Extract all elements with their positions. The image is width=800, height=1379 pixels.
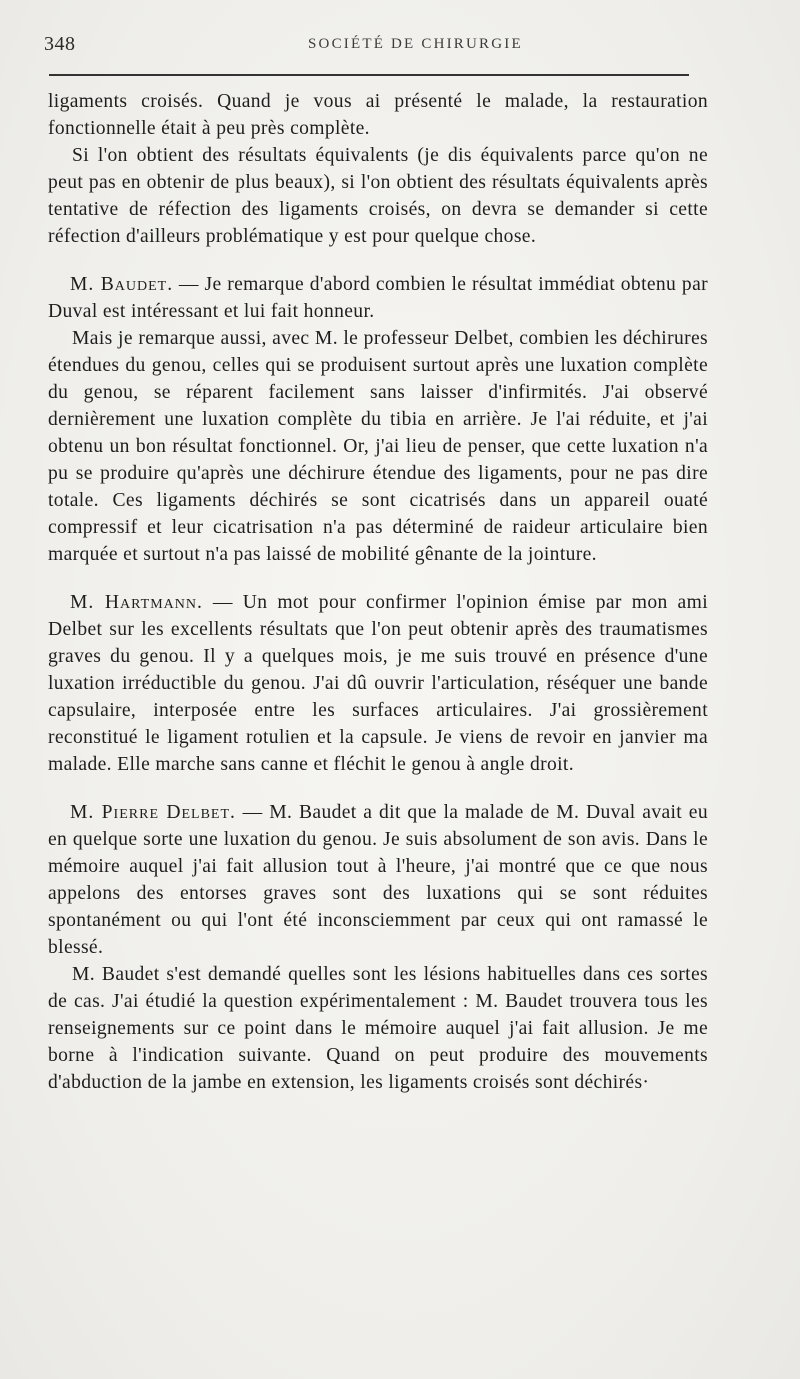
paragraph-baudet <box>48 271 708 325</box>
paragraph-text: Si l'on obtient des résultats équivalents (je dis équivalents parce qu'on ne peut pas en obtenir de plus beaux), si l'on obtient des résultats équivalents après tentative de réfection des ligaments croisés, on devra se demander si cette réfection d'ailleurs problématique y est pour quelque chose. <box>48 145 708 247</box>
page-header <box>44 30 694 60</box>
paragraph-text: — Je remarque d'abord combien le résultat immédiat obtenu par Duval est intéressant et lui fait honneur. <box>48 274 708 322</box>
page-number: 348 <box>44 33 76 55</box>
paragraph-text: — Un mot pour confirmer l'opinion émise par mon ami Delbet sur les excellents résultats que l'on peut obtenir après des traumatismes graves du genou. Il y a quelques mois, je me suis trouvé en présence d'une luxation irréductible du genou. J'ai dû ouvrir l'articulation, réséquer une bande capsulaire, interposée entre les surfaces articulaires. J'ai grossièrement reconstitué le ligament rotulien et la capsule. Je viens de revoir en janvier ma malade. Elle marche sans canne et fléchit le genou à angle droit. <box>48 592 708 775</box>
paragraph-text: M. Baudet s'est demandé quelles sont les lésions habituelles dans ces sortes de cas. J'ai étudié la question expérimentalement : M. Baudet trouvera tous les renseignements sur ce point dans le mémoire auquel j'ai fait allusion. Je me borne à l'indication suivante. Quand on peut produire des mouvements d'abduction de la jambe en extension, les ligaments croisés sont déchirés· <box>48 964 708 1093</box>
header-rule <box>49 74 689 76</box>
speaker-name: M. Hartmann. <box>70 592 203 613</box>
speaker-name: M. Baudet. <box>70 274 174 295</box>
running-title: SOCIÉTÉ DE CHIRURGIE <box>308 36 523 52</box>
paragraph-delbet-continued <box>48 961 708 1096</box>
paragraph-equivalent-results <box>48 142 708 250</box>
paragraph-pierre-delbet <box>48 799 708 961</box>
body-text <box>48 88 708 1096</box>
speaker-name: M. Pierre Delbet. <box>70 802 236 823</box>
paragraph-baudet-continued <box>48 325 708 568</box>
paragraph-continuation <box>48 88 708 142</box>
paragraph-hartmann <box>48 589 708 778</box>
paragraph-text: — M. Baudet a dit que la malade de M. Duval avait eu en quelque sorte une luxation du genou. Je suis absolument de son avis. Dans le mémoire auquel j'ai fait allusion tout à l'heure, j'ai montré que ce que nous appelons des entorses graves sont des luxations qui se sont réduites spontanément ou qui l'ont été inconsciemment par ceux qui ont ramassé le blessé. <box>48 802 708 958</box>
paragraph-text: Mais je remarque aussi, avec M. le professeur Delbet, combien les déchirures étendues du genou, celles qui se produisent surtout après une luxation complète du genou, se réparent facilement sans laisser d'infirmités. J'ai observé dernièrement une luxation complète du tibia en arrière. Je l'ai réduite, et j'ai obtenu un bon résultat fonctionnel. Or, j'ai lieu de penser, que cette luxation n'a pu se produire qu'après une déchirure étendue des ligaments, pour ne pas dire totale. Ces ligaments déchirés se sont cicatrisés dans un appareil ouaté compressif et leur cicatrisation n'a pas déterminé de raideur articulaire bien marquée et surtout n'a pas laissé de mobilité gênante de la jointure. <box>48 328 708 565</box>
paragraph-text: ligaments croisés. Quand je vous ai présenté le malade, la restauration fonctionnelle était à peu près complète. <box>48 91 708 139</box>
